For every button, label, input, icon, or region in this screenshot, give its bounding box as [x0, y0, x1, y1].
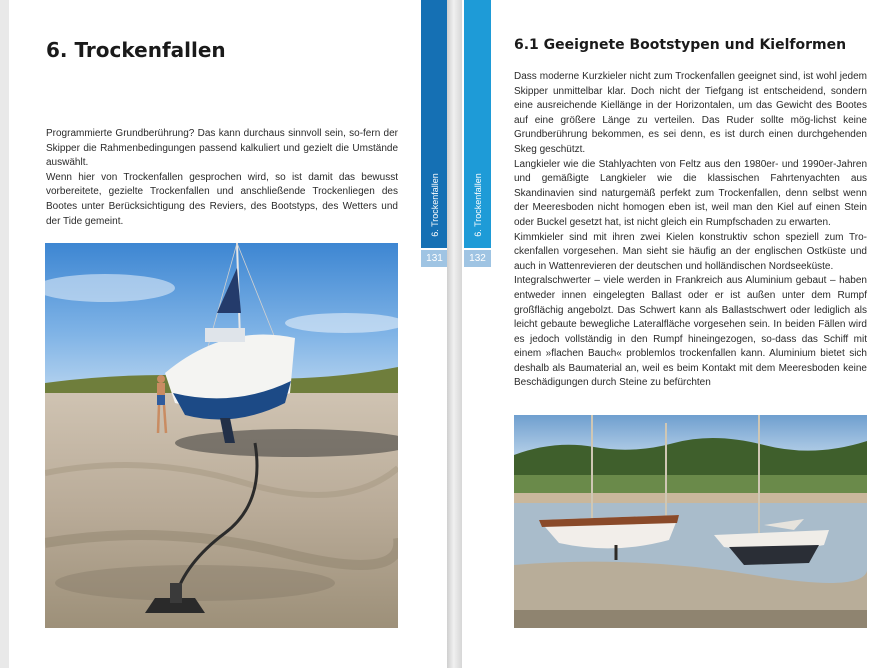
photo-sailboat-beach	[45, 243, 398, 628]
paragraph: Dass moderne Kurzkieler nicht zum Trockenfallen geeignet sind, ist wohl jedem Skipper unmittelbar klar. Doch nicht der Tiefgang ist entscheidend, sondern eine ausreichende Kiellänge in der Horizontalen, um das Gewicht des Bootes auf eine größere Länge zu verteilen. Das Ruder sollte mög-lichst keine Grundberührung bekommen, es sei denn, es ist durch einen durchgehenden Skeg geschützt.	[514, 71, 867, 155]
chapter-tab-left	[421, 0, 447, 248]
page-number-left: 131	[421, 250, 447, 267]
right-page	[462, 0, 895, 668]
chapter-tab-right	[464, 0, 491, 248]
section-title: 6.1 Geeignete Bootstypen und Kielformen	[514, 37, 847, 53]
book-gutter	[447, 0, 462, 668]
paragraph: Integralschwerter – viele werden in Frankreich aus Aluminium gebaut – haben entweder innen eingelegten Ballast oder er ist außen unter dem Rumpf großflächig angebolzt. Das Schwert kann als Ballastschwert oder lediglich als leicht gebaute bewegliche Lateralfläche vorgesehen sein. In beiden Fällen wird es jedoch vollständig in den Rumpf hineingezogen, so-dass das Schiff mit einem »flachen Bauch« problemlos trockenfallen kann. Aluminium bietet sich deshalb als Baumaterial an, weil es beim Kontakt mit dem Meeresboden keine Beschädigungen durch Steine zu befürchten	[514, 275, 867, 389]
photo-two-sailboats	[514, 415, 867, 628]
left-page	[9, 0, 447, 668]
paragraph: Kimmkieler sind mit ihren zwei Kielen konstruktiv schon speziell zum Tro-ckenfallen vorgesehen. Man sieht sie häufig an der englischen Ostküste und auch in Wattenrevieren der deutschen und holländischen Nordseeküste.	[514, 231, 867, 272]
left-body-text	[46, 127, 398, 229]
paragraph: Programmierte Grundberührung? Das kann durchaus sinnvoll sein, so-fern der Skipper die Rahmenbedingungen passend kalkuliert und gezielt die Umstände auswählt.	[46, 128, 398, 169]
chapter-title: 6. Trockenfallen	[46, 38, 226, 62]
right-body-text	[514, 70, 867, 391]
tab-label-right: 6. Trockenfallen	[472, 173, 483, 237]
page-number-right: 132	[464, 250, 491, 267]
tab-label-left: 6. Trockenfallen	[429, 173, 440, 237]
paragraph: Langkieler wie die Stahlyachten von Feltz aus den 1980er- und 1990er-Jahren und gemäßigte Langkieler wie die klassischen Fahrtenyachten aus Skandinavien sind naturgemäß perfekt zum Trockenfallen, denn selbst wenn der Meeresboden nicht homogen eben ist, weil man den Kiel auf einen Stein oder Buckel gesetzt hat, ist nicht gleich ein Rumpfschaden zu erwarten.	[514, 158, 867, 228]
paragraph: Wenn hier von Trockenfallen gesprochen wird, so ist damit das bewusst vorbereitete, gezielte Trockenfallen und anschließende Trockenliegen des Bootes unter Berücksichtigung des Reviers, des Bootstyps, des Wetters und der Tide gemeint.	[46, 171, 398, 227]
